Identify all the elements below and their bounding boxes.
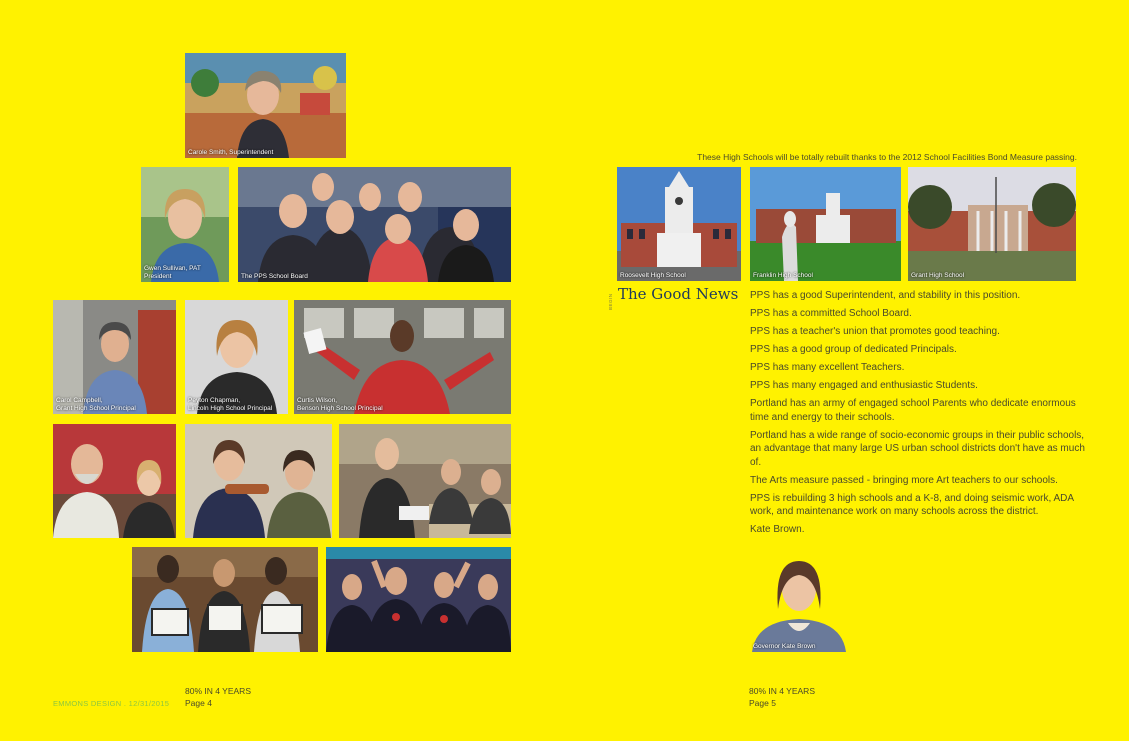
footer-page-number: Page 5 <box>749 698 776 708</box>
list-item: PPS has a teacher's union that promotes good teaching. <box>750 326 1000 337</box>
right-page-footer <box>749 685 815 709</box>
list-item: PPS has many excellent Teachers. <box>750 362 905 373</box>
list-item: Portland has a wide range of socio-economic groups in their public schools, an advantage that many large US urban school districts don't have as much of. <box>750 429 1085 468</box>
list-item: PPS has a committed School Board. <box>750 308 912 319</box>
footer-page-number: Page 4 <box>185 698 212 708</box>
photo-carole-smith <box>185 53 346 158</box>
brand-footer: EMMONS DESIGN . 12/31/2015 <box>53 699 170 708</box>
photo-gwen-sullivan <box>141 167 229 282</box>
photo-celebration <box>326 547 511 652</box>
list-item: PPS has a good group of dedicated Principals. <box>750 344 957 355</box>
photo-governor-kate-brown <box>750 547 848 652</box>
good-news-list <box>750 289 1090 541</box>
photo-caption: Carole Smith, Superintendent <box>188 148 274 156</box>
begin-label: BEGIN <box>608 293 613 310</box>
photo-roosevelt-high <box>617 167 741 281</box>
list-item: PPS is rebuilding 3 high schools and a K-8, and doing seismic work, ADA work, and maintenance work on many schools across the district. <box>750 492 1074 517</box>
photo-teacher-student-2 <box>185 424 332 538</box>
photo-curtis-wilson <box>294 300 511 414</box>
photo-caption: Governor Kate Brown <box>753 642 816 650</box>
list-item: PPS has a good Superintendent, and stability in this position. <box>750 290 1021 301</box>
photo-award-students <box>132 547 318 652</box>
photo-caption: Curtis Wilson, Benson High School Principal <box>297 397 383 412</box>
footer-title: 80% IN 4 YEARS <box>185 686 251 696</box>
photo-peyton-chapman <box>185 300 288 414</box>
list-item: PPS has many engaged and enthusiastic Students. <box>750 380 978 391</box>
photo-caption: The PPS School Board <box>241 272 308 280</box>
photo-teacher-student-1 <box>53 424 176 538</box>
photo-caption: Grant High School <box>911 271 965 279</box>
list-item: Portland has an army of engaged school Parents who dedicate enormous time and energy to their schools. <box>750 398 1076 423</box>
photo-caption: Roosevelt High School <box>620 271 686 279</box>
photo-franklin-high <box>750 167 901 281</box>
photo-caption: Franklin High School <box>753 271 813 279</box>
left-page-footer <box>185 685 251 709</box>
footer-title: 80% IN 4 YEARS <box>749 686 815 696</box>
photo-caption: Carol Campbell, Grant High School Principal <box>56 397 136 412</box>
photo-caption: Peyton Chapman, Lincoln High School Principal <box>188 397 273 412</box>
list-item: The Arts measure passed - bringing more Art teachers to our schools. <box>750 474 1058 486</box>
good-news-headline: The Good News <box>618 285 739 303</box>
photo-caption: Gwen Sullivan, PAT President <box>144 265 201 280</box>
schools-intro: These High Schools will be totally rebuilt thanks to the 2012 School Facilities Bond Measure passing. <box>697 152 1077 162</box>
photo-classroom <box>339 424 511 538</box>
photo-school-board <box>238 167 511 282</box>
photo-grant-high <box>908 167 1076 281</box>
photo-carol-campbell <box>53 300 176 414</box>
list-item: Kate Brown. <box>750 524 805 535</box>
